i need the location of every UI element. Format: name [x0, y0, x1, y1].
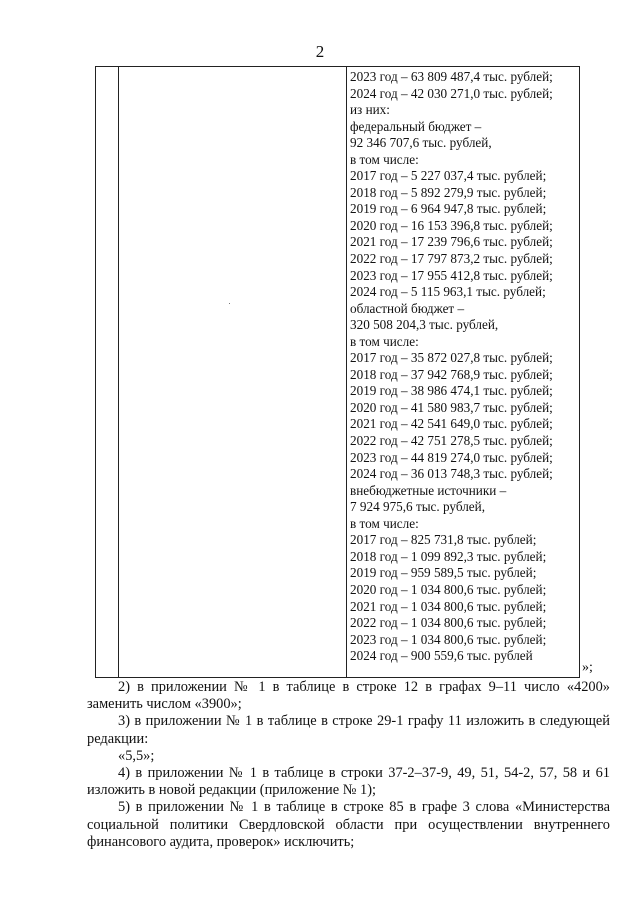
table-line: 2020 год – 16 153 396,8 тыс. рублей; — [350, 217, 553, 233]
amendment-paragraph: 2) в приложении № 1 в таблице в строке 12 в графах 9–11 число «4200» заменить числом «3900»; — [87, 679, 610, 713]
table-line: 2017 год – 5 227 037,4 тыс. рублей; — [350, 168, 547, 184]
table-line: 2018 год – 5 892 279,9 тыс. рублей; — [350, 184, 547, 200]
table-line: 2022 год – 1 034 800,6 тыс. рублей; — [350, 615, 547, 631]
amendment-list — [87, 679, 610, 851]
table-line: 2023 год – 44 819 274,0 тыс. рублей; — [350, 449, 553, 465]
amendment-paragraph: «5,5»; — [118, 747, 155, 764]
table-line: 2019 год – 959 589,5 тыс. рублей; — [350, 565, 537, 581]
scan-dot — [229, 303, 230, 304]
budget-table — [95, 66, 580, 678]
table-line: 2018 год – 37 942 768,9 тыс. рублей; — [350, 366, 553, 382]
table-line: 2019 год – 6 964 947,8 тыс. рублей; — [350, 201, 547, 217]
table-line: в том числе: — [350, 515, 419, 531]
amendment-paragraph: 4) в приложении № 1 в таблице в строки 37-2–37-9, 49, 51, 54-2, 57, 58 и 61 изложить в новой редакции (приложение № 1); — [87, 765, 610, 799]
table-line: 7 924 975,6 тыс. рублей, — [350, 499, 486, 515]
table-line: 2020 год – 41 580 983,7 тыс. рублей; — [350, 399, 553, 415]
table-column-divider — [118, 67, 119, 677]
table-line: в том числе: — [350, 151, 419, 167]
table-line: федеральный бюджет – — [350, 118, 482, 134]
table-line: внебюджетные источники – — [350, 482, 507, 498]
table-line: 2022 год – 17 797 873,2 тыс. рублей; — [350, 251, 553, 267]
page-number: 2 — [315, 42, 325, 61]
table-line: 2024 год – 900 559,6 тыс. рублей — [350, 648, 533, 664]
table-line: 2023 год – 1 034 800,6 тыс. рублей; — [350, 631, 547, 647]
table-line: 2023 год – 63 809 487,4 тыс. рублей; — [350, 69, 553, 84]
table-line: из них: — [350, 102, 390, 118]
table-line: 2021 год – 42 541 649,0 тыс. рублей; — [350, 416, 553, 432]
table-line: 2019 год – 38 986 474,1 тыс. рублей; — [350, 383, 553, 399]
table-line: 2024 год – 5 115 963,1 тыс. рублей; — [350, 284, 546, 300]
closing-quote: »; — [582, 660, 593, 675]
table-line: 320 508 204,3 тыс. рублей, — [350, 317, 499, 333]
table-line: 2017 год – 35 872 027,8 тыс. рублей; — [350, 350, 553, 366]
table-line: 2023 год – 17 955 412,8 тыс. рублей; — [350, 267, 553, 283]
table-column-divider — [346, 67, 347, 677]
table-line: 2021 год – 17 239 796,6 тыс. рублей; — [350, 234, 553, 250]
table-line: 2020 год – 1 034 800,6 тыс. рублей; — [350, 581, 547, 597]
table-line: 2024 год – 36 013 748,3 тыс. рублей; — [350, 466, 553, 482]
amendment-paragraph: 3) в приложении № 1 в таблице в строке 29-1 графу 11 изложить в следующей редакции: — [87, 713, 610, 747]
table-line: областной бюджет – — [350, 300, 465, 316]
table-line: 2018 год – 1 099 892,3 тыс. рублей; — [350, 548, 547, 564]
table-line: в том числе: — [350, 333, 419, 349]
table-line: 2022 год – 42 751 278,5 тыс. рублей; — [350, 433, 553, 449]
table-line: 2021 год – 1 034 800,6 тыс. рублей; — [350, 598, 547, 614]
table-line: 2017 год – 825 731,8 тыс. рублей; — [350, 532, 537, 548]
funding-cell — [350, 69, 580, 665]
table-line: 2024 год – 42 030 271,0 тыс. рублей; — [350, 85, 553, 101]
amendment-paragraph: 5) в приложении № 1 в таблице в строке 85 в графе 3 слова «Министерства социальной политики Свердловской области при осуществлении внутреннего финансового аудита, проверок» исключить; — [87, 799, 610, 850]
table-line: 92 346 707,6 тыс. рублей, — [350, 135, 492, 151]
